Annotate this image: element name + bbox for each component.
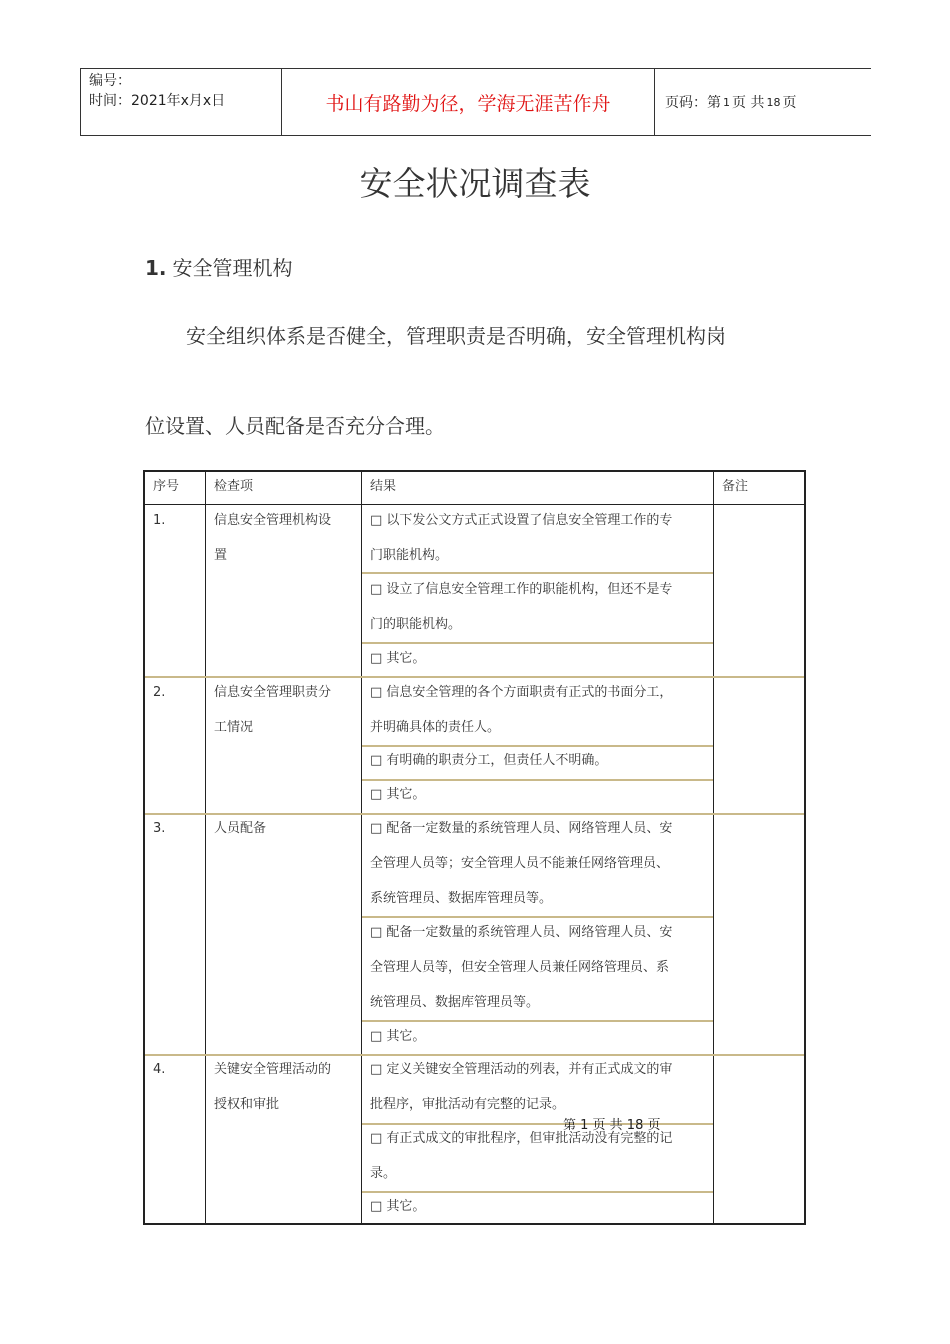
row-2-result-1-cont: 并明确具体的责任人。 <box>370 720 501 735</box>
footer-page-number: 第 1 页 共 18 页 <box>563 1118 661 1133</box>
survey-table <box>143 470 806 1225</box>
header-item: 检查项 <box>214 479 254 494</box>
page-suffix: 页 <box>782 95 797 111</box>
page-mid: 页 共 <box>732 95 765 111</box>
row-1-result-2-cont: 门的职能机构。 <box>370 617 462 632</box>
row-4-result-1: □ 定义关键安全管理活动的列表，并有正式成文的审 <box>370 1062 673 1077</box>
paragraph-line-2: 位设置、人员配备是否充分合理。 <box>145 414 445 438</box>
row-1-result-1-cont: 门职能机构。 <box>370 548 449 563</box>
col-divider <box>205 472 206 1223</box>
row-3-result-1: □ 配备一定数量的系统管理人员、网络管理人员、安 <box>370 821 673 836</box>
row-3-item-line: 人员配备 <box>214 821 267 836</box>
row-2-item-line: 工情况 <box>214 720 254 735</box>
row-1-result-2: □ 设立了信息安全管理工作的职能机构，但还不是专 <box>370 582 673 597</box>
row-1-result-1: □ 以下发公文方式正式设置了信息安全管理工作的专 <box>370 513 673 528</box>
page-title: 安全状况调查表 <box>359 164 591 203</box>
row-1-no: 1. <box>153 513 166 528</box>
section-number: 1. <box>145 256 167 280</box>
row-4-item-line: 授权和审批 <box>214 1097 280 1112</box>
header-note: 备注 <box>722 479 749 494</box>
paragraph-line-1: 安全组织体系是否健全，管理职责是否明确，安全管理机构岗 <box>186 324 726 348</box>
row-4-result-1-cont: 批程序，审批活动有完整的记录。 <box>370 1097 566 1112</box>
row-3-result-1-cont: 系统管理员、数据库管理员等。 <box>370 891 553 906</box>
row-2-result-3: □ 其它。 <box>370 787 426 802</box>
row-3-result-1-cont: 全管理人员等；安全管理人员不能兼任网络管理员、 <box>370 856 670 871</box>
row-3-result-2-cont: 统管理员、数据库管理员等。 <box>370 995 540 1010</box>
section-title: 安全管理机构 <box>172 256 293 280</box>
header-motto: 书山有路勤为径，学海无涯苦作舟 <box>282 69 655 135</box>
header-no: 序号 <box>153 479 180 494</box>
row-2-result-1: □ 信息安全管理的各个方面职责有正式的书面分工， <box>370 685 673 700</box>
page-current: 1 <box>723 95 730 109</box>
page-header <box>80 68 871 136</box>
row-1-result-3: □ 其它。 <box>370 651 426 666</box>
col-divider <box>713 472 714 1223</box>
number-label: 编号： <box>89 73 131 89</box>
page-total: 18 <box>766 95 781 109</box>
row-4-result-3: □ 其它。 <box>370 1199 426 1214</box>
row-2-item-line: 信息安全管理职责分 <box>214 685 332 700</box>
row-2-no: 2. <box>153 685 166 700</box>
time-label: 时间：2021年x月x日 <box>89 93 226 109</box>
col-divider <box>361 472 362 1223</box>
row-4-result-2-cont: 录。 <box>370 1166 397 1181</box>
row-3-no: 3. <box>153 821 166 836</box>
row-4-no: 4. <box>153 1062 166 1077</box>
row-3-result-2: □ 配备一定数量的系统管理人员、网络管理人员、安 <box>370 925 673 940</box>
row-1-item-line: 置 <box>214 548 228 563</box>
row-2-result-2: □ 有明确的职责分工，但责任人不明确。 <box>370 753 608 768</box>
header-result: 结果 <box>370 479 397 494</box>
row-3-result-3: □ 其它。 <box>370 1029 426 1044</box>
row-1-item-line: 信息安全管理机构设 <box>214 513 332 528</box>
header-meta <box>81 69 282 135</box>
row-4-result-2: □ 有正式成文的审批程序，但审批活动没有完整的记 <box>370 1131 673 1146</box>
section-heading <box>145 252 293 281</box>
page-prefix: 页码：第 <box>665 95 721 111</box>
header-page-info <box>655 69 871 135</box>
row-4-item-line: 关键安全管理活动的 <box>214 1062 332 1077</box>
row-3-result-2-cont: 全管理人员等，但安全管理人员兼任网络管理员、系 <box>370 960 670 975</box>
